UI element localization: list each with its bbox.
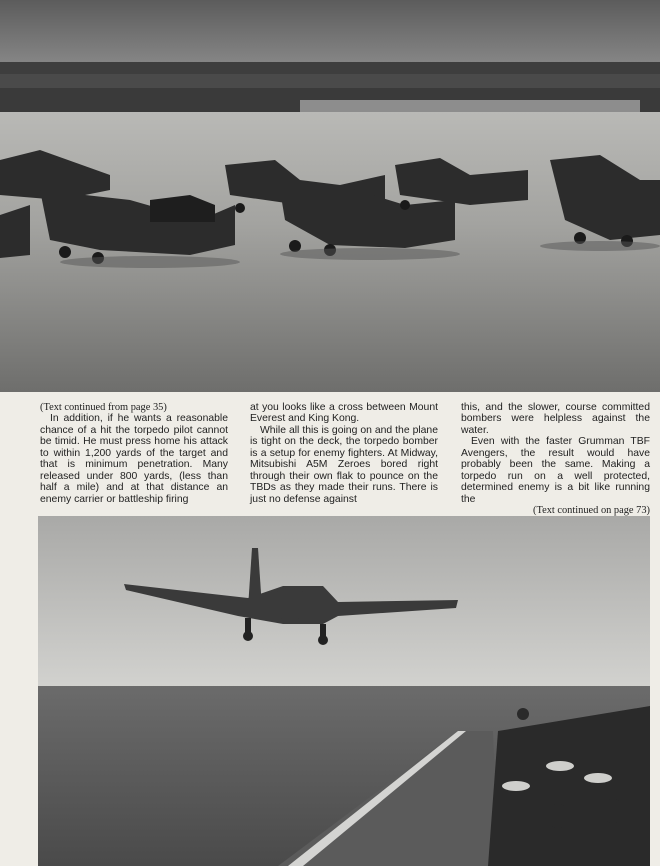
article-text xyxy=(0,402,660,517)
continued-from-note: (Text continued from page 35) xyxy=(40,402,167,413)
carrier-takeoff-photo xyxy=(38,516,650,866)
airfield-photo xyxy=(0,0,660,392)
continued-on-note: (Text continued on page 73) xyxy=(533,505,650,517)
paragraph: at you looks like a cross between Mount Everest and King Kong. xyxy=(250,402,438,425)
paragraph: this, and the slower, course committed bombers were helpless against the water. xyxy=(461,402,650,436)
text-column-1 xyxy=(40,402,228,505)
paragraph: Even with the faster Grumman TBF Avengers, the result would have probably been the same. Making a torpedo run on a well protected, determined enemy is a bit like running the xyxy=(461,436,650,505)
text-column-2 xyxy=(250,402,438,505)
paragraph: While all this is going on and the plane is tight on the deck, the torpedo bomber is a setup for enemy fighters. At Midway, Mitsubishi A5M Zeroes bored right through their own flak to pounce on the TBDs as they made their runs. There is just no defense against xyxy=(250,424,438,505)
text-column-3 xyxy=(461,402,650,517)
paragraph: In addition, if he wants a reasonable chance of a hit the torpedo pilot cannot be timid. He must press home his attack to within 1,200 yards of the target and that is minimum penetration. Many released under 800 yards, (less than half a mile) and at that distance an enemy carrier or battleship firing xyxy=(40,413,228,505)
